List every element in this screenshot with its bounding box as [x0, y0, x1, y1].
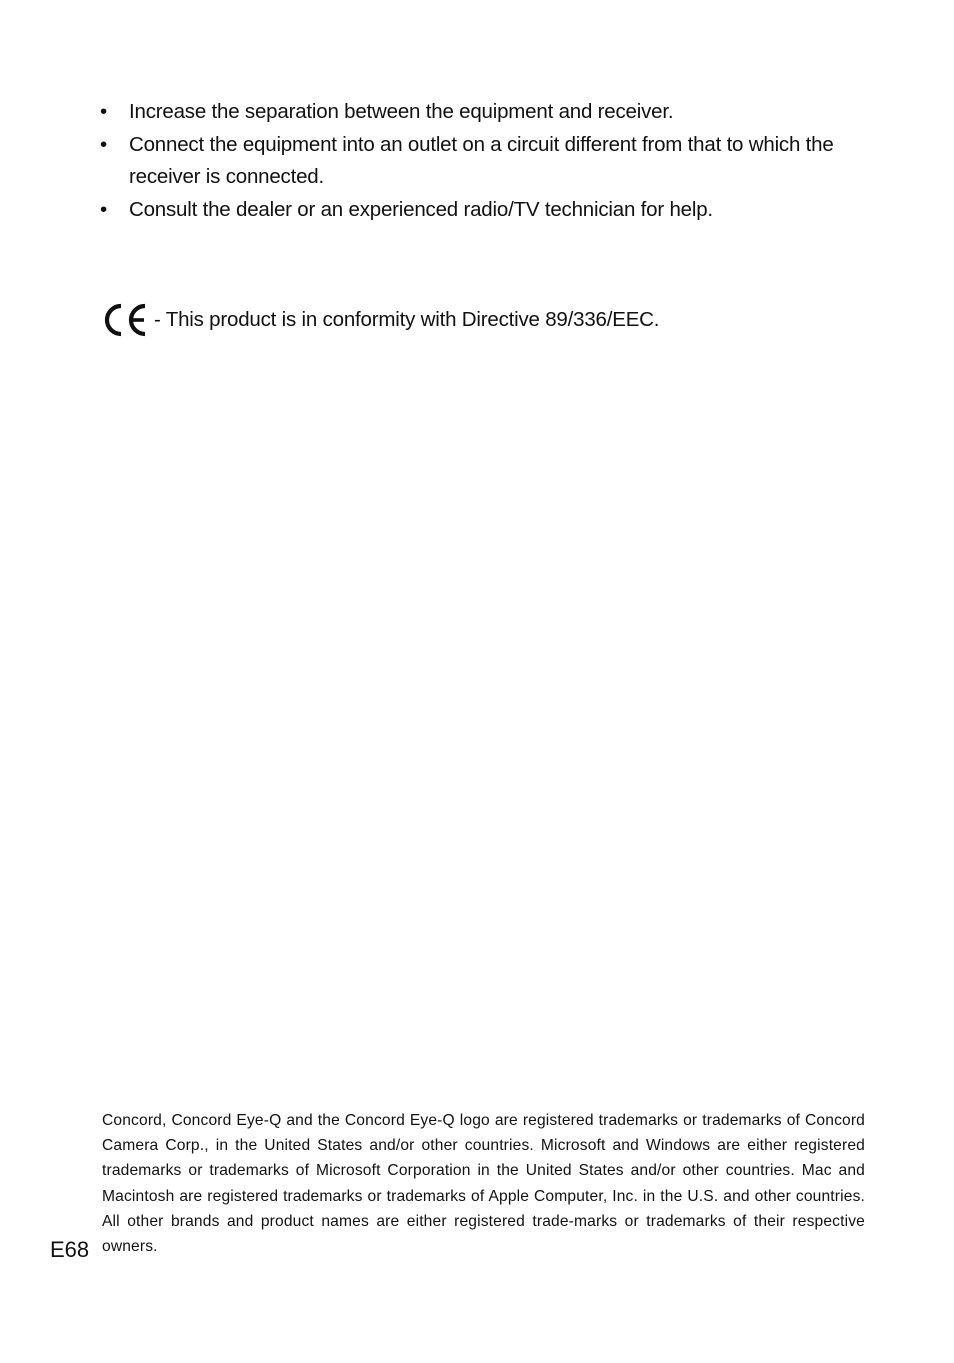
fcc-recommendations-list: [100, 96, 870, 226]
trademark-notice: Concord, Concord Eye-Q and the Concord Eye-Q logo are registered trademarks or trademarks of Concord Camera Corp., in the United States and/or other countries. Microsoft and Windows are either registered trademarks or trademarks of Microsoft Corporation in the United States and/or other countries. Mac and Macintosh are registered trademarks or trademarks of Apple Computer, Inc. in the U.S. and other countries. All other brands and product names are either registered trade-marks or trademarks of their respective owners.: [102, 1112, 865, 1256]
bullet-item-outlet: [100, 129, 870, 194]
ce-mark-icon: [102, 302, 148, 338]
conformity-text: - This product is in conformity with Directive 89/336/EEC.: [154, 308, 660, 331]
bullet-text: Increase the separation between the equipment and receiver.: [129, 100, 674, 123]
bullet-item-separation: [100, 96, 870, 129]
bullet-marker: •: [100, 132, 107, 156]
ce-conformity-statement: [102, 300, 659, 340]
bullet-text: Connect the equipment into an outlet on a circuit different from that to which the receiver is connected.: [129, 132, 834, 188]
bullet-marker: •: [100, 197, 107, 221]
bullet-marker: •: [100, 100, 107, 123]
page-number: E68: [50, 1237, 90, 1262]
bullet-item-consult: [100, 194, 870, 227]
bullet-text: Consult the dealer or an experienced radio/TV technician for help.: [129, 197, 713, 221]
